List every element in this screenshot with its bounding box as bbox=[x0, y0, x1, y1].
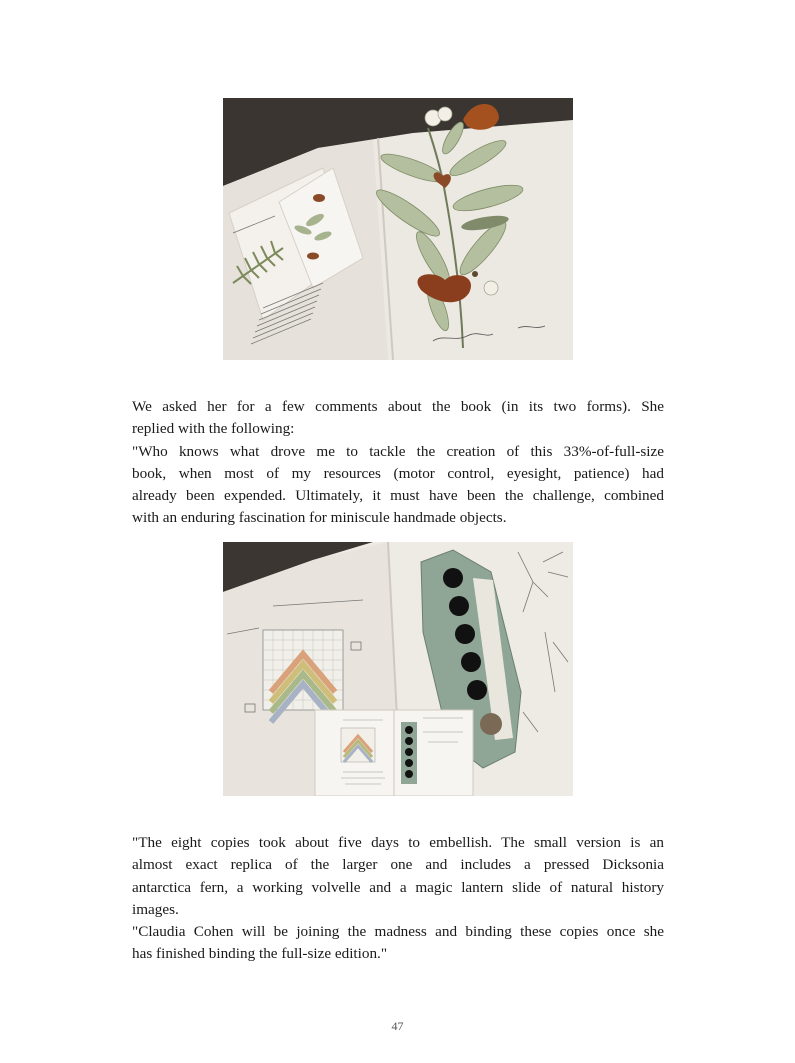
paragraph-line: almost exact replica of the larger one and includes a pressed Dicksonia bbox=[132, 856, 664, 874]
paragraph-line: "Claudia Cohen will be joining the madness and binding these copies once she bbox=[132, 923, 664, 941]
book-photo-volvelle bbox=[223, 542, 573, 796]
paragraph-line: already been expended. Ultimately, it must have been the challenge, combined bbox=[132, 487, 664, 505]
paragraph-line: book, when most of my resources (motor control, eyesight, patience) had bbox=[132, 464, 664, 482]
paragraph-line: "Who knows what drove me to tackle the creation of this 33%-of-full-size bbox=[132, 442, 664, 460]
paragraph-line: has finished binding the full-size edition." bbox=[132, 945, 388, 963]
paragraph-line: We asked her for a few comments about the book (in its two forms). She bbox=[132, 398, 664, 415]
paragraph-line: "The eight copies took about five days to embellish. The small version is an bbox=[132, 834, 664, 851]
page-number: 47 bbox=[391, 1019, 404, 1033]
body-paragraph-1 bbox=[132, 396, 664, 530]
paragraph-line: with an enduring fascination for miniscule handmade objects. bbox=[132, 509, 507, 527]
paragraph-line: replied with the following: bbox=[132, 420, 295, 438]
book-photo-botanical bbox=[223, 98, 573, 360]
paragraph-line: images. bbox=[132, 900, 179, 918]
body-paragraph-2 bbox=[132, 832, 664, 966]
paragraph-line: antarctica fern, a working volvelle and a magic lantern slide of natural history bbox=[132, 878, 664, 896]
